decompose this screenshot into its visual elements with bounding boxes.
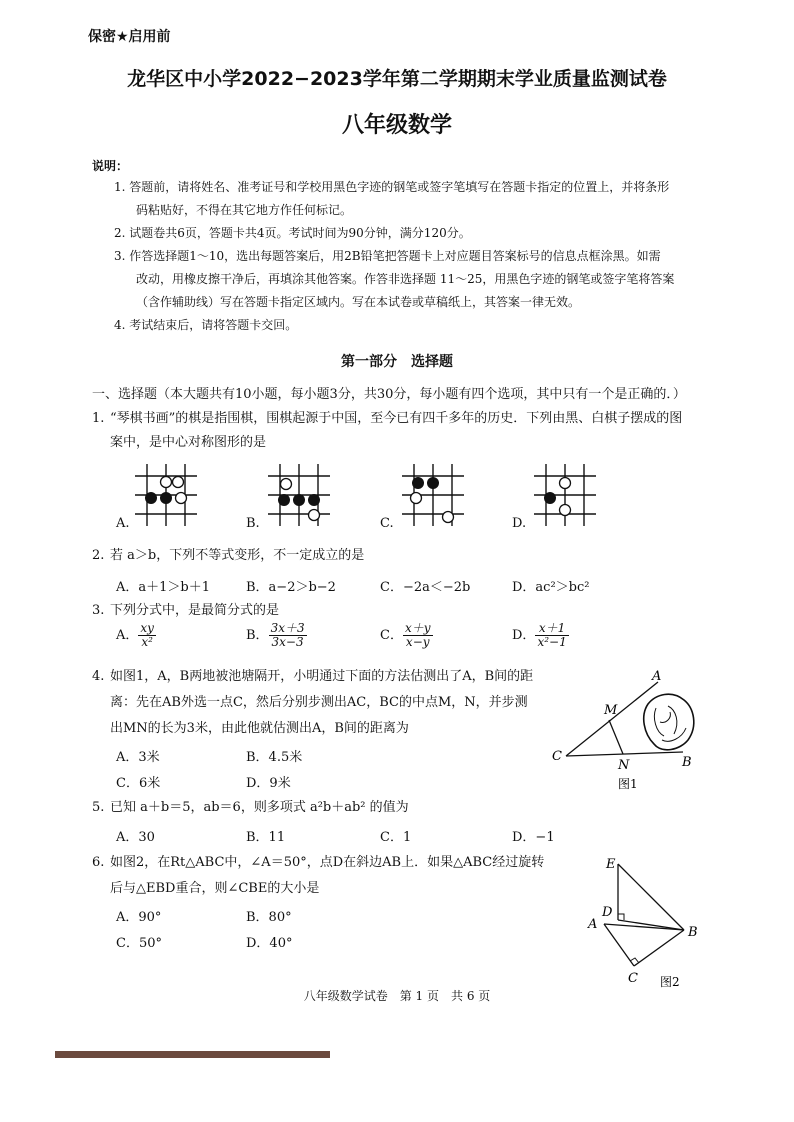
go-pattern-d bbox=[532, 462, 598, 528]
option-c bbox=[380, 622, 433, 649]
option-a-label: A. bbox=[116, 516, 130, 531]
option-b: B．11 bbox=[246, 830, 286, 845]
question-number: 6. bbox=[92, 855, 105, 870]
option-label: D． bbox=[512, 628, 536, 643]
option-a: A．3米 bbox=[116, 750, 160, 765]
figure-2-caption: 图2 bbox=[660, 975, 680, 989]
instruction-line: 3. 作答选择题1～10，选出每题答案后，用2B铅笔把答题卡上对应题目答案标号的信息点框涂黑。如需 bbox=[114, 249, 661, 263]
numerator: x＋y bbox=[404, 621, 431, 635]
question-4 bbox=[92, 664, 552, 742]
point-label-c: C bbox=[628, 971, 638, 986]
option-b bbox=[246, 622, 307, 649]
section-title: 一、选择题（本大题共有10小题，每小题3分，共30分，每小题有四个选项，其中只有一个是正确的．） bbox=[92, 387, 686, 402]
option-b-label: B. bbox=[246, 516, 260, 531]
question-text: 下列分式中，是最简分式的是 bbox=[110, 603, 280, 618]
point-label-c: C bbox=[552, 749, 562, 764]
point-label-e: E bbox=[606, 857, 616, 872]
fraction bbox=[403, 622, 433, 649]
option-b: B．4.5米 bbox=[246, 750, 303, 765]
instruction-line: （含作辅助线）写在答题卡指定区域内。写在本试卷或草稿纸上，其答案一律无效。 bbox=[136, 295, 581, 309]
option-a bbox=[116, 622, 156, 649]
go-pattern-c bbox=[400, 462, 466, 528]
option-d: D．9米 bbox=[246, 776, 291, 791]
go-pattern-a bbox=[133, 462, 199, 528]
exam-title: 龙华区中小学2022−2023学年第二学期期末学业质量监测试卷 bbox=[127, 68, 667, 90]
go-pattern-b bbox=[266, 462, 332, 528]
option-d: D．ac²＞bc² bbox=[512, 580, 590, 595]
numerator: xy bbox=[140, 621, 154, 635]
instruction-line: 改动，用橡皮擦干净后，再填涂其他答案。作答非选择题 11～25，用黑色字迹的钢笔或签字笔将答案 bbox=[136, 272, 675, 286]
question-text: 若 a＞b，下列不等式变形，不一定成立的是 bbox=[110, 548, 365, 563]
question-text: 离：先在AB外选一点C，然后分别步测出AC，BC的中点M，N，并步测 bbox=[110, 695, 528, 710]
point-label-b: B bbox=[682, 755, 692, 770]
option-a: A．90° bbox=[116, 910, 162, 925]
option-c: C．1 bbox=[380, 830, 412, 845]
question-text: “琴棋书画”的棋是指围棋，围棋起源于中国，至今已有四千多年的历史．下列由黑、白棋子摆成的图 bbox=[110, 411, 683, 426]
question-number: 3. bbox=[92, 603, 105, 618]
exam-subtitle: 八年级数学 bbox=[341, 113, 452, 138]
denominator: x² bbox=[141, 635, 153, 649]
question-number: 4. bbox=[92, 669, 105, 684]
question-number: 2. bbox=[92, 548, 105, 563]
option-label: B． bbox=[246, 628, 269, 643]
option-a: A．30 bbox=[116, 830, 155, 845]
instruction-line: 4. 考试结束后，请将答题卡交回。 bbox=[114, 318, 298, 332]
question-text: 如图1，A，B两地被池塘隔开，小明通过下面的方法估测出了A，B间的距 bbox=[110, 669, 534, 684]
denominator: 3x−3 bbox=[271, 635, 304, 649]
option-c-label: C. bbox=[380, 516, 394, 531]
question-text: 已知 a＋b＝5，ab＝6，则多项式 a²b＋ab² 的值为 bbox=[110, 800, 409, 815]
point-label-a: A bbox=[588, 917, 598, 932]
instruction-line: 2. 试题卷共6页，答题卡共4页。考试时间为90分钟，满分120分。 bbox=[114, 226, 471, 240]
part-title: 第一部分 选择题 bbox=[341, 354, 453, 370]
option-c: C．−2a＜−2b bbox=[380, 580, 471, 595]
option-b: B．a−2＞b−2 bbox=[246, 580, 336, 595]
page-footer: 八年级数学试卷 第 1 页 共 6 页 bbox=[303, 989, 491, 1003]
question-1 bbox=[92, 407, 692, 455]
question-text: 后与△EBD重合，则∠CBE的大小是 bbox=[110, 881, 320, 896]
point-label-m: M bbox=[604, 703, 618, 718]
question-5 bbox=[92, 796, 692, 820]
question-text: 如图2，在Rt△ABC中，∠A＝50°，点D在斜边AB上．如果△ABC经过旋转 bbox=[110, 855, 545, 870]
instructions-heading: 说明： bbox=[92, 159, 129, 173]
instructions-list bbox=[114, 176, 694, 337]
figure-1-caption: 图1 bbox=[618, 777, 638, 791]
option-label: C． bbox=[380, 628, 403, 643]
option-b: B．80° bbox=[246, 910, 292, 925]
point-label-d: D bbox=[602, 905, 613, 920]
instruction-line: 1. 答题前，请将姓名、准考证号和学校用黑色字迹的钢笔或签字笔填写在答题卡指定的位置上，并将条形 bbox=[114, 180, 670, 194]
question-3 bbox=[92, 599, 692, 623]
point-label-a: A bbox=[652, 669, 662, 684]
figure-2-rotated-triangles bbox=[584, 852, 714, 992]
option-c: C．50° bbox=[116, 936, 162, 951]
option-d bbox=[512, 622, 569, 649]
option-d: D．40° bbox=[246, 936, 293, 951]
fraction bbox=[535, 622, 568, 649]
question-number: 1. bbox=[92, 411, 105, 426]
instruction-line: 码粘贴好，不得在其它地方作任何标记。 bbox=[136, 203, 353, 217]
figure-1-triangle-pond bbox=[548, 664, 728, 794]
question-6 bbox=[92, 850, 592, 902]
question-number: 5. bbox=[92, 800, 105, 815]
fraction bbox=[138, 622, 156, 649]
option-a: A．a＋1＞b＋1 bbox=[116, 580, 211, 595]
option-c: C．6米 bbox=[116, 776, 161, 791]
scan-edge-mark bbox=[55, 1051, 330, 1058]
option-label: A． bbox=[116, 628, 139, 643]
option-d-label: D. bbox=[512, 516, 527, 531]
denominator: x−y bbox=[405, 635, 430, 649]
option-d: D．−1 bbox=[512, 830, 555, 845]
point-label-b: B bbox=[688, 925, 698, 940]
fraction bbox=[269, 622, 307, 649]
confidential-label: 保密★启用前 bbox=[88, 29, 171, 45]
question-text: 案中，是中心对称图形的是 bbox=[110, 435, 267, 450]
point-label-n: N bbox=[618, 758, 630, 773]
question-text: 出MN的长为3米，由此他就估测出A，B间的距离为 bbox=[110, 721, 409, 736]
question-2 bbox=[92, 544, 692, 568]
numerator: 3x＋3 bbox=[270, 621, 305, 635]
numerator: x＋1 bbox=[535, 622, 568, 636]
denominator: x²−1 bbox=[537, 635, 567, 649]
